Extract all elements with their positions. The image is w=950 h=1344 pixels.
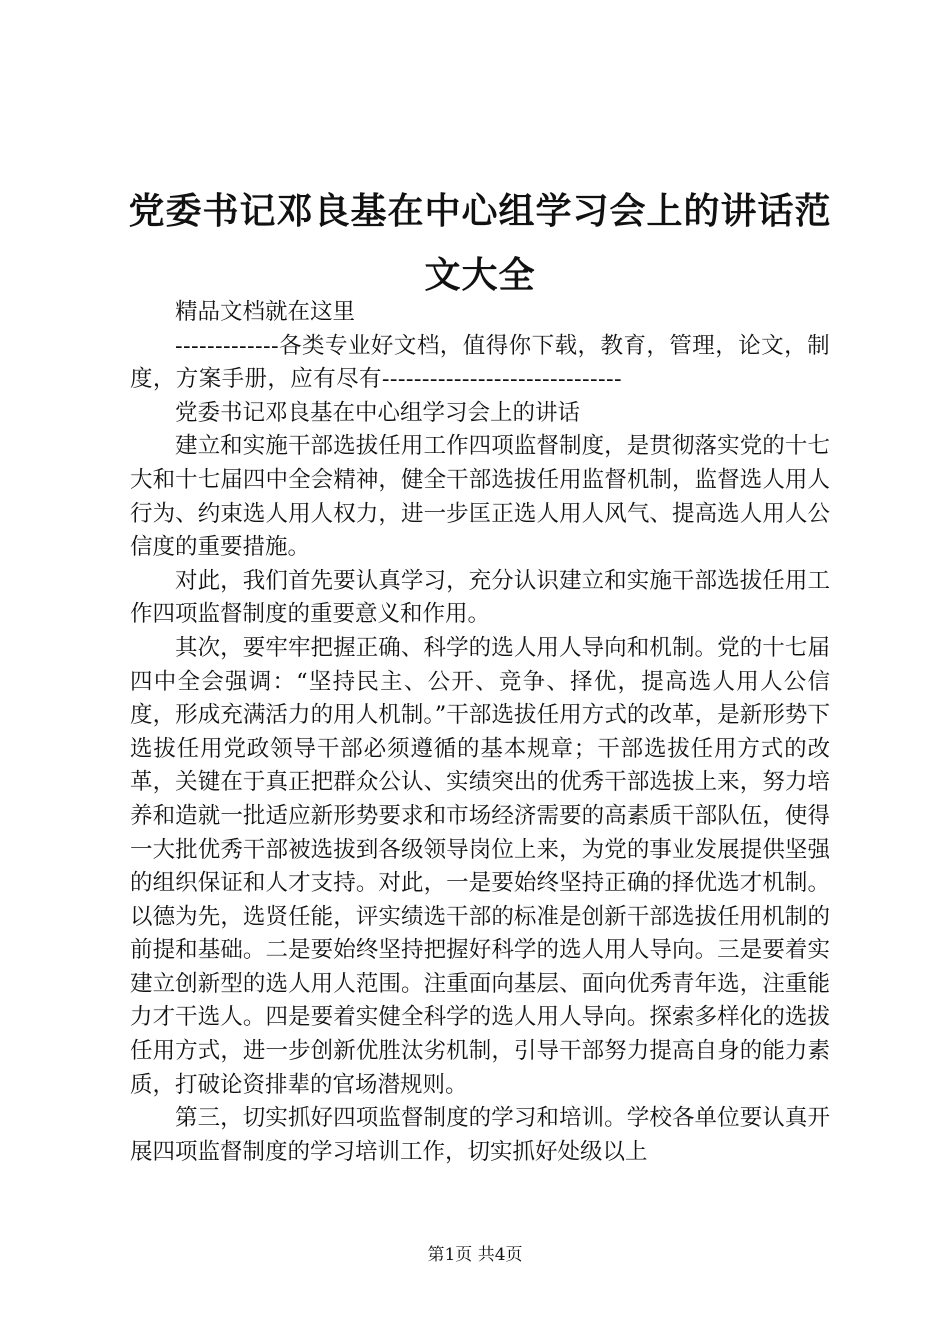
separator-line: -------------各类专业好文档，值得你下载，教育，管理，论文，制度，方案手册，应有尽有------------------------------ xyxy=(130,332,830,393)
paragraph-4: 第三，切实抓好四项监督制度的学习和培训。学校各单位要认真开展四项监督制度的学习培训工作，切实抓好处级以上 xyxy=(130,1105,830,1165)
paragraph-2: 对此，我们首先要认真学习，充分认识建立和实施干部选拔任用工作四项监督制度的重要意义和作用。 xyxy=(130,567,830,628)
page-footer: 第1页 共4页 xyxy=(427,1245,523,1265)
header-line: 精品文档就在这里 xyxy=(175,299,356,325)
paragraph-1: 建立和实施干部选拔任用工作四项监督制度，是贯彻落实党的十七大和十七届四中全会精神，健全干部选拔任用监督机制，监督选人用人行为、约束选人用人权力，进一步匡正选人用人风气、提高选人用人公信度的重要措施。 xyxy=(130,433,830,561)
document-title: 党委书记邓良基在中心组学习会上的讲话范文大全 xyxy=(128,191,832,296)
paragraph-3: 其次，要牢牢把握正确、科学的选人用人导向和机制。党的十七届四中全会强调：“坚持民主、公开、竞争、择优，提高选人用人公信度，形成充满活力的用人机制。”干部选拔任用方式的改革，是新形势下选拔任用党政领导干部必须遵循的基本规章；干部选拔任用方式的改革，关键在于真正把群众公认、实绩突出的优秀干部选拔上来，努力培养和造就一批适应新形势要求和市场经济需要的高素质干部队伍，使得一大批优秀干部被选拔到各级领导岗位上来，为党的事业发展提供坚强的组织保证和人才支持。对此，一是要始终坚持正确的择优选才机制。以德为先，选贤任能，评实绩选干部的标准是创新干部选拔任用机制的前提和基础。二是要始终坚持把握好科学的选人用人导向。三是要着实建立创新型的选人用人范围。注重面向基层、面向优秀青年选，注重能力才干选人。四是要着实健全科学的选人用人导向。探索多样化的选拔任用方式，进一步创新优胜汰劣机制，引导干部努力提高自身的能力素质，打破论资排辈的官场潜规则。 xyxy=(130,634,830,1098)
speech-subtitle: 党委书记邓良基在中心组学习会上的讲话 xyxy=(175,399,581,426)
document-body xyxy=(130,296,830,1169)
